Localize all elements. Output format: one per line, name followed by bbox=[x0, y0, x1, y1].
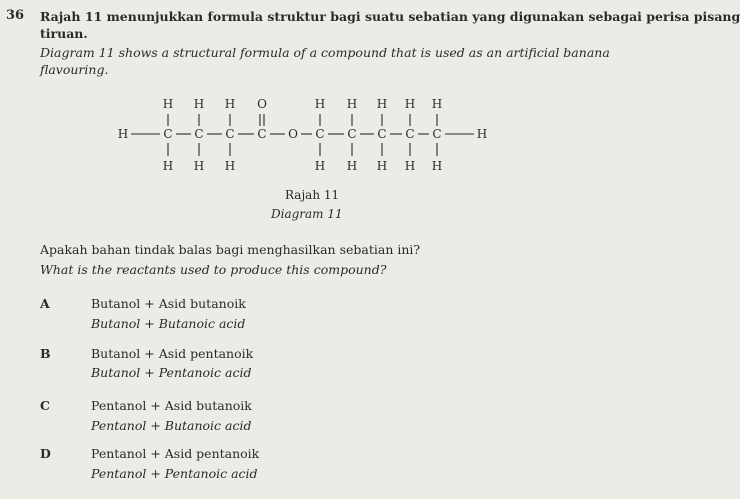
structural-formula-diagram bbox=[116, 96, 516, 186]
atom-h-top-7: H bbox=[404, 97, 416, 111]
question-text-malay bbox=[40, 8, 740, 42]
question-text-english-line1: Diagram 11 shows a structural formula of a compound that is used as an artificial banana bbox=[40, 45, 610, 60]
atom-c-1: C bbox=[163, 127, 173, 141]
option-b-letter[interactable]: B bbox=[40, 346, 51, 361]
atom-o-carbonyl: O bbox=[257, 97, 267, 111]
prompt-malay: Apakah bahan tindak balas bagi menghasilkan sebatian ini? bbox=[40, 242, 421, 257]
question-text-english bbox=[40, 44, 610, 78]
atom-h-bottom-4: H bbox=[314, 159, 326, 173]
atom-h-top-3: H bbox=[224, 97, 236, 111]
atom-c-9: C bbox=[432, 127, 442, 141]
option-b-text-english[interactable]: Butanol + Pentanoic acid bbox=[91, 365, 252, 380]
atom-h-bottom-8: H bbox=[431, 159, 443, 173]
atom-h-top-4: H bbox=[314, 97, 326, 111]
question-text-malay-line1: Rajah 11 menunjukkan formula struktur bagi suatu sebatian yang digunakan sebagai perisa pisang bbox=[40, 9, 740, 24]
atom-h-top-1: H bbox=[162, 97, 174, 111]
atom-h-top-5: H bbox=[346, 97, 358, 111]
atom-h-bottom-1: H bbox=[162, 159, 174, 173]
option-a-text-malay[interactable]: Butanol + Asid butanoik bbox=[91, 296, 246, 311]
atom-c-7: C bbox=[377, 127, 387, 141]
option-c-letter[interactable]: C bbox=[40, 398, 50, 413]
atom-h-bottom-6: H bbox=[376, 159, 388, 173]
option-d-text-english[interactable]: Pentanol + Pentanoic acid bbox=[91, 466, 258, 481]
atom-h-bottom-2: H bbox=[193, 159, 205, 173]
atom-h-bottom-5: H bbox=[346, 159, 358, 173]
option-d-letter[interactable]: D bbox=[40, 446, 51, 461]
atom-h-right: H bbox=[476, 127, 488, 141]
question-text-english-line2: flavouring. bbox=[40, 62, 109, 77]
atom-h-bottom-7: H bbox=[404, 159, 416, 173]
atom-o-ester: O bbox=[288, 127, 298, 141]
atom-h-top-6: H bbox=[376, 97, 388, 111]
structural-formula bbox=[116, 96, 516, 186]
atom-h-top-2: H bbox=[193, 97, 205, 111]
atom-c-3: C bbox=[225, 127, 235, 141]
atom-c-6: C bbox=[347, 127, 357, 141]
option-c-text-malay[interactable]: Pentanol + Asid butanoik bbox=[91, 398, 252, 413]
atom-c-8: C bbox=[405, 127, 415, 141]
lower-bonds bbox=[168, 143, 437, 156]
atom-c-2: C bbox=[194, 127, 204, 141]
atom-h-bottom-3: H bbox=[224, 159, 236, 173]
question-text-malay-line2: tiruan. bbox=[40, 26, 88, 41]
option-d-text-malay[interactable]: Pentanol + Asid pentanoik bbox=[91, 446, 260, 461]
option-c-text-english[interactable]: Pentanol + Butanoic acid bbox=[91, 418, 252, 433]
option-b-text-malay[interactable]: Butanol + Asid pentanoik bbox=[91, 346, 254, 361]
question-number: 36 bbox=[6, 8, 25, 23]
option-a-letter[interactable]: A bbox=[40, 296, 50, 311]
diagram-caption-english: Diagram 11 bbox=[271, 207, 343, 221]
atom-c-5: C bbox=[315, 127, 325, 141]
atom-h-top-8: H bbox=[431, 97, 443, 111]
diagram-caption-malay: Rajah 11 bbox=[285, 188, 340, 202]
prompt-english: What is the reactants used to produce this compound? bbox=[40, 262, 387, 277]
upper-bonds bbox=[168, 114, 437, 126]
option-a-text-english[interactable]: Butanol + Butanoic acid bbox=[91, 316, 246, 331]
atom-c-4: C bbox=[257, 127, 267, 141]
atom-h-left: H bbox=[117, 127, 129, 141]
